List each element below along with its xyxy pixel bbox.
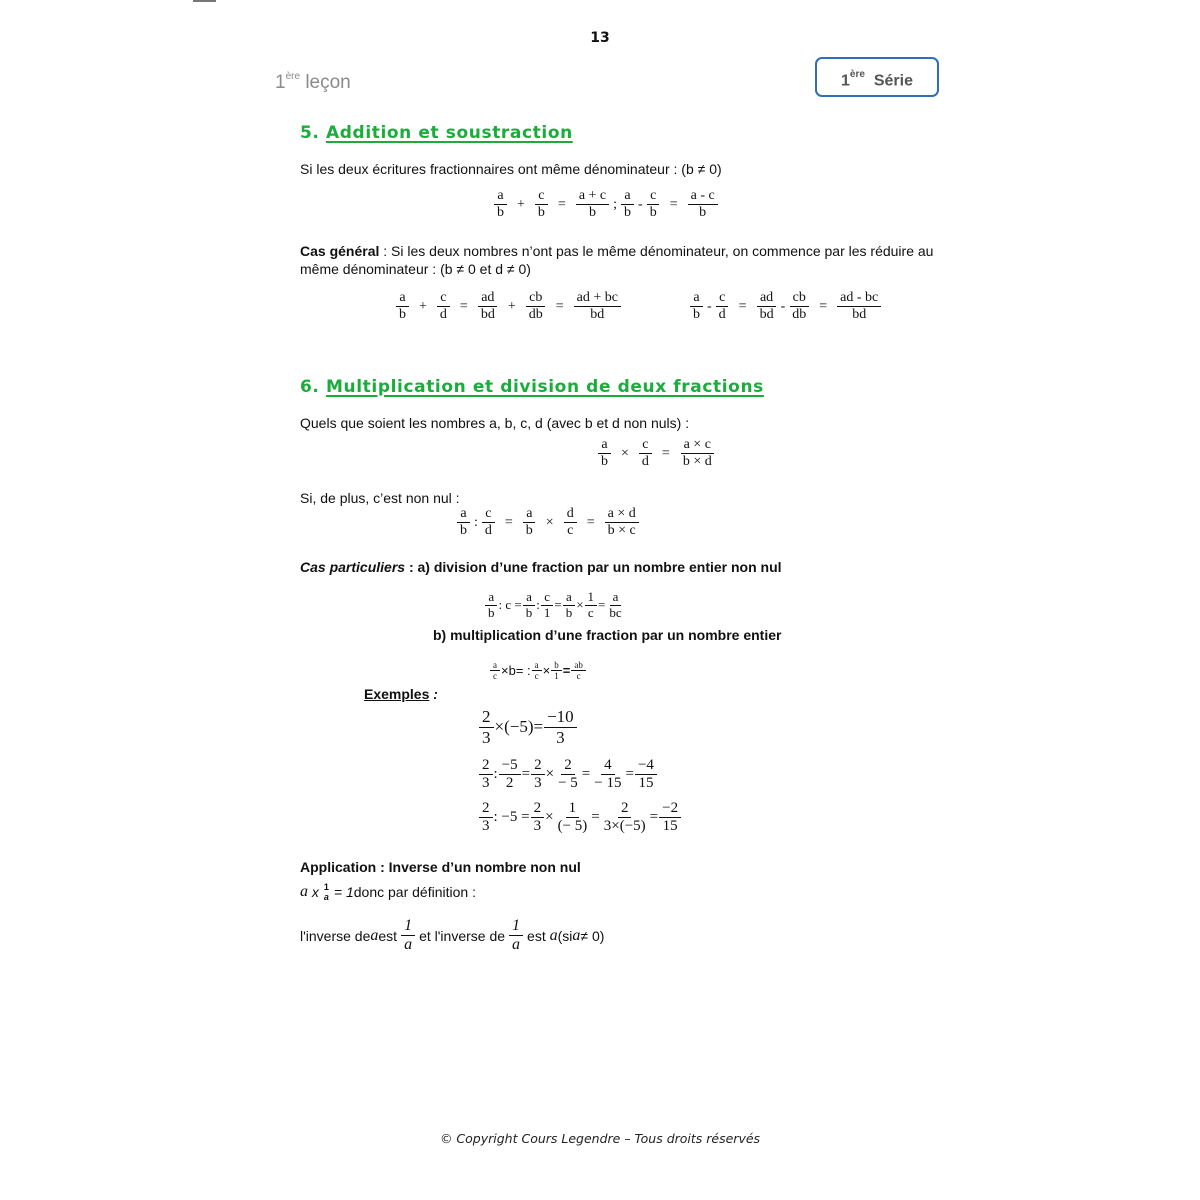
example-2: $\frac{2}{3}$ : $\frac{-5}{2}$ = $\frac{2}{3}$ × $\frac{2}{- 5}$ = $\frac{4}{- 15}$ = $\frac{-4}{15}$ [478,757,658,793]
application-line-1: a x 1 a = 1 donc par définition : [300,882,476,903]
section-number: 6. [300,377,320,397]
section-title: Multiplication et division de deux fractions [326,377,764,397]
top-rule [193,0,216,2]
formula-add-general: $\frac{a}{b}$ + $\frac{c}{d}$ = $\frac{ad}{bd}$ + $\frac{cb}{db}$ = $\frac{ad + bc}{bd}$ [392,290,625,323]
fraction: $\frac{a}{b}$ [494,188,507,221]
case-a-label: a) division d’une fraction par un nombre entier non nul [417,559,782,575]
series-word: Série [873,72,913,90]
lesson-label [275,72,351,94]
application-line-2: l'inverse de a est $\frac{1}{a}$ et l'inverse de $\frac{1}{a}$ est a (si a ≠ 0) [300,917,605,954]
section-5-heading [300,123,573,143]
general-case-label: Cas général [300,243,380,259]
separator: : [405,559,418,575]
section-number: 5. [300,123,320,143]
series-number: 1 [841,72,850,90]
fraction: $\frac{c}{b}$ [535,188,548,221]
lesson-sup: ère [285,70,301,82]
example-1: $\frac{2}{3}$ ×(−5)= $\frac{-10}{3}$ [478,707,578,747]
fraction: $\frac{c}{b}$ [647,188,660,221]
example-3: $\frac{2}{3}$ : −5 = $\frac{2}{3}$ × $\frac{1}{(- 5)}$ = $\frac{2}{3\times(-5)}$ = $\frac{-2}{15}$ [478,800,682,836]
formula-division: $\frac{a}{b}$ : $\frac{c}{d}$ = $\frac{a}{b}$ × $\frac{d}{c}$ = $\frac{a \times d}{b \times c}$ [453,506,643,539]
special-cases-line [300,559,782,575]
series-badge [815,57,939,97]
section-title: Addition et soustraction [326,123,573,143]
page-number: 13 [590,30,610,46]
formula-same-denominator: $\frac{a}{b}$ + $\frac{c}{b}$ = $\frac{a + c}{b}$ ; $\frac{a}{b}$ - $\frac{c}{b}$ = $\frac{a - c}{b}$ [490,188,722,221]
formula-sub-general: $\frac{a}{b}$ - $\frac{c}{d}$ = $\frac{ad}{bd}$ - $\frac{cb}{db}$ = $\frac{ad - bc}{bd}$ [686,290,885,323]
fraction: $\frac{a}{b}$ [621,188,634,221]
series-sup: ère [849,69,865,80]
section-6-intro: Quels que soient les nombres a, b, c, d (avec b et d non nuls) : [300,415,690,431]
extra-condition: Si, de plus, c’est non nul : [300,490,460,506]
section-6-heading [300,377,764,397]
fraction: $\frac{a + c}{b}$ [576,188,609,221]
case-b-label: b) multiplication d’une fraction par un nombre entier [433,627,782,643]
copyright-footer: © Copyright Cours Legendre – Tous droits réservés [439,1131,761,1146]
general-case-paragraph [300,242,940,278]
general-case-text: : Si les deux nombres n’ont pas le même dénominateur, on commence par les réduire au même dénominateur : (b ≠ 0 et d ≠ 0) [300,243,934,277]
application-title: Application : Inverse d’un nombre non nul [300,859,581,875]
formula-case-a: $\frac{a}{b}$ : c = $\frac{a}{b}$ : $\frac{c}{1}$ = $\frac{a}{b}$ × $\frac{1}{c}$ = $\frac{a}{bc}$ [484,590,626,621]
formula-case-b: $\frac{a}{c}$ ×b= : $\frac{a}{c}$ × $\frac{b}{1}$ = $\frac{ab}{c}$ [489,660,587,682]
examples-colon: : [429,686,438,702]
formula-multiplication: $\frac{a}{b}$ × $\frac{c}{d}$ = $\frac{a \times c}{b \times d}$ [594,437,719,470]
examples-label [364,686,438,702]
section-5-intro: Si les deux écritures fractionnaires ont même dénominateur : (b ≠ 0) [300,161,722,177]
lesson-word: leçon [305,72,351,93]
lesson-number: 1 [275,72,286,93]
fraction: $\frac{a - c}{b}$ [688,188,718,221]
examples-word: Exemples [364,686,430,702]
special-cases-label: Cas particuliers [300,559,406,575]
